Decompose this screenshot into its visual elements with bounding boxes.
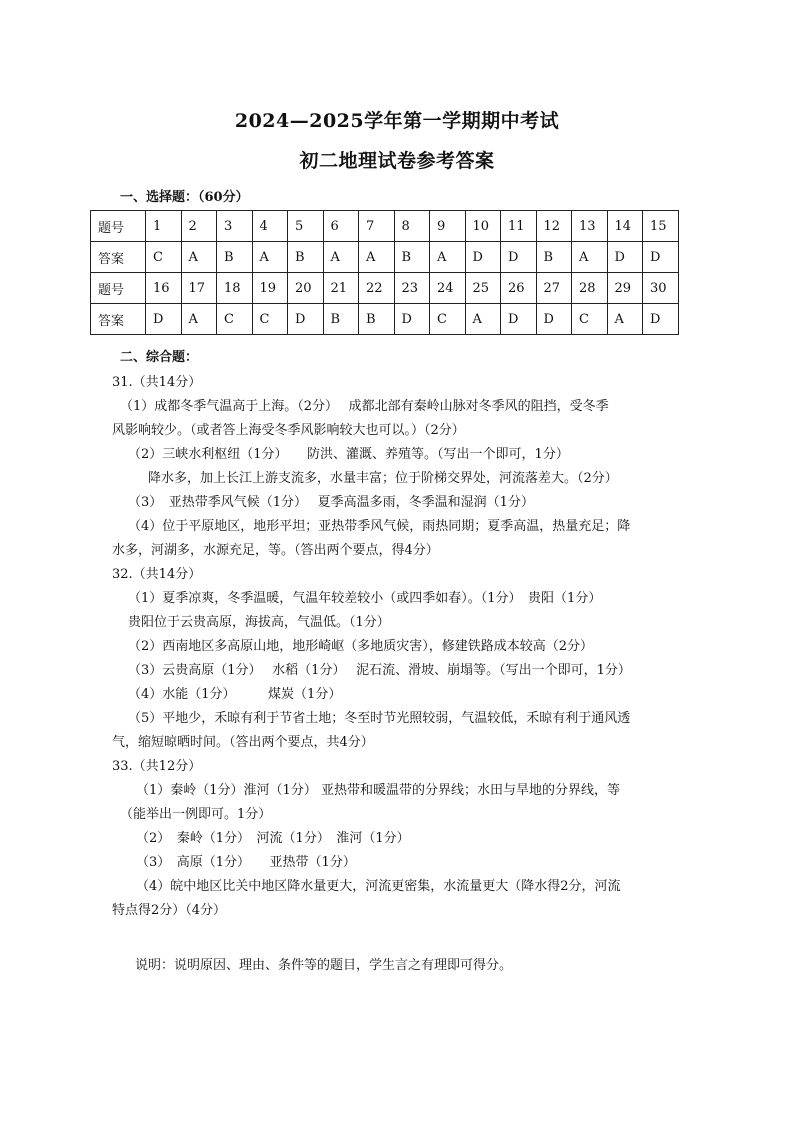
question-header: 33.（共12分） [112,759,202,774]
answer-letter: A [252,242,288,273]
answer-letter: B [394,242,430,273]
question-number: 12 [536,211,572,242]
section-comprehensive-heading: 二、综合题： [120,350,199,365]
answer-letter: D [501,304,537,335]
answer-line: 特点得2分）（4分） [112,903,227,918]
question-number: 18 [217,273,253,304]
answer-letter: C [572,304,608,335]
table-row-answers-2 [91,304,679,335]
answer-letter: B [536,242,572,273]
question-number: 13 [572,211,608,242]
question-number: 6 [323,211,359,242]
answer-letter: A [181,242,217,273]
question-number: 28 [572,273,608,304]
question-number: 24 [430,273,466,304]
answer-line: （4）皖中地区比关中地区降水量更大，河流更密集，水流量更大（降水得2分，河流 [136,879,621,894]
answer-letter: D [643,242,679,273]
question-number: 17 [181,273,217,304]
question-number: 5 [288,211,324,242]
answer-line: （4）位于平原地区，地形平坦；亚热带季风气候，雨热同期；夏季高温，热量充足；降 [128,519,631,534]
question-number: 9 [430,211,466,242]
question-number: 1 [146,211,182,242]
question-number: 8 [394,211,430,242]
question-31-block [112,371,682,563]
question-label-cell: 题号 [91,273,146,304]
question-number: 20 [288,273,324,304]
question-number: 19 [252,273,288,304]
answer-letter: A [430,242,466,273]
answer-line: （2） 秦岭（1分） 河流（1分） 淮河（1分） [136,831,410,846]
section-multiple-choice-heading: 一、选择题：（60分） [120,190,249,205]
answer-letter: B [359,304,395,335]
question-33-block [112,755,682,923]
question-number: 22 [359,273,395,304]
answer-line: （能举出一例即可。1分） [120,807,272,822]
question-number: 21 [323,273,359,304]
answer-letter: D [536,304,572,335]
answer-letter: A [607,304,643,335]
exam-title: 2024—2025学年第一学期期中考试 [234,110,560,132]
grading-note: 说明：说明原因、理由、条件等的题目，学生言之有理即可得分。 [135,958,513,973]
answer-letter: C [217,304,253,335]
answer-label-cell: 答案 [91,242,146,273]
answer-letter: D [394,304,430,335]
answer-letter: B [217,242,253,273]
question-number: 30 [643,273,679,304]
answer-line: （5）平地少，禾晾有利于节省土地；冬至时节光照较弱，气温较低，禾晾有利于通风透 [128,711,631,726]
question-number: 16 [146,273,182,304]
question-number: 2 [181,211,217,242]
answer-line: （3）云贵高原（1分） 水稻（1分） 泥石流、滑坡、崩塌等。（写出一个即可，1分） [128,663,631,678]
table-row-answers-1 [91,242,679,273]
question-number: 14 [607,211,643,242]
answer-line: （2）西南地区多高原山地，地形崎岖（多地质灾害），修建铁路成本较高（2分） [128,639,594,654]
question-header: 31.（共14分） [112,375,202,390]
question-number: 3 [217,211,253,242]
answer-letter: B [288,242,324,273]
answer-line: 气，缩短晾晒时间。（答出两个要点，共4分） [112,735,374,750]
answer-line: （1）成都冬季气温高于上海。（2分） 成都北部有秦岭山脉对冬季风的阻挡，受冬季 [120,399,609,414]
answer-letter: D [643,304,679,335]
question-label-cell: 题号 [91,211,146,242]
question-header: 32.（共14分） [112,567,202,582]
answer-letter: A [323,242,359,273]
answer-line: （4）水能（1分） 煤炭（1分） [128,687,342,702]
answer-letter: A [465,304,501,335]
answer-line: （1）秦岭（1分）淮河（1分） 亚热带和暖温带的分界线；水田与旱地的分界线，等 [136,783,620,798]
question-number: 23 [394,273,430,304]
answer-table [90,210,679,335]
answer-letter: D [288,304,324,335]
question-32-block [112,563,682,755]
question-number: 10 [465,211,501,242]
answer-letter: A [181,304,217,335]
question-number: 25 [465,273,501,304]
table-row-questions-1 [91,211,679,242]
answer-letter: D [607,242,643,273]
question-number: 26 [501,273,537,304]
answer-line: 水多，河湖多，水源充足，等。（答出两个要点，得4分） [112,543,439,558]
answer-letter: C [252,304,288,335]
answer-line: 贵阳位于云贵高原，海拔高，气温低。（1分） [128,615,390,630]
answer-letter: C [146,242,182,273]
question-number: 15 [643,211,679,242]
table-row-questions-2 [91,273,679,304]
answer-letter: B [323,304,359,335]
answer-line: 风影响较少。（或者答上海受冬季风影响较大也可以。）（2分） [112,423,465,438]
question-number: 7 [359,211,395,242]
answer-line: （2）三峡水利枢纽（1分） 防洪、灌溉、养殖等。（写出一个即可，1分） [128,447,569,462]
answer-letter: A [572,242,608,273]
question-number: 27 [536,273,572,304]
question-number: 29 [607,273,643,304]
answer-letter: D [501,242,537,273]
answer-line: （3） 高原（1分） 亚热带（1分） [136,855,356,870]
answer-label-cell: 答案 [91,304,146,335]
answer-line: （1）夏季凉爽，冬季温暖，气温年较差较小（或四季如春）。（1分） 贵阳（1分） [128,591,602,606]
answer-letter: D [465,242,501,273]
answer-key-title: 初二地理试卷参考答案 [299,150,495,172]
answer-letter: D [146,304,182,335]
answer-line: 降水多，加上长江上游支流多，水量丰富；位于阶梯交界处，河流落差大。（2分） [148,471,618,486]
question-number: 4 [252,211,288,242]
answer-letter: A [359,242,395,273]
answer-letter: C [430,304,466,335]
answer-line: （3） 亚热带季风气候（1分） 夏季高温多雨，冬季温和湿润（1分） [128,495,534,510]
question-number: 11 [501,211,537,242]
